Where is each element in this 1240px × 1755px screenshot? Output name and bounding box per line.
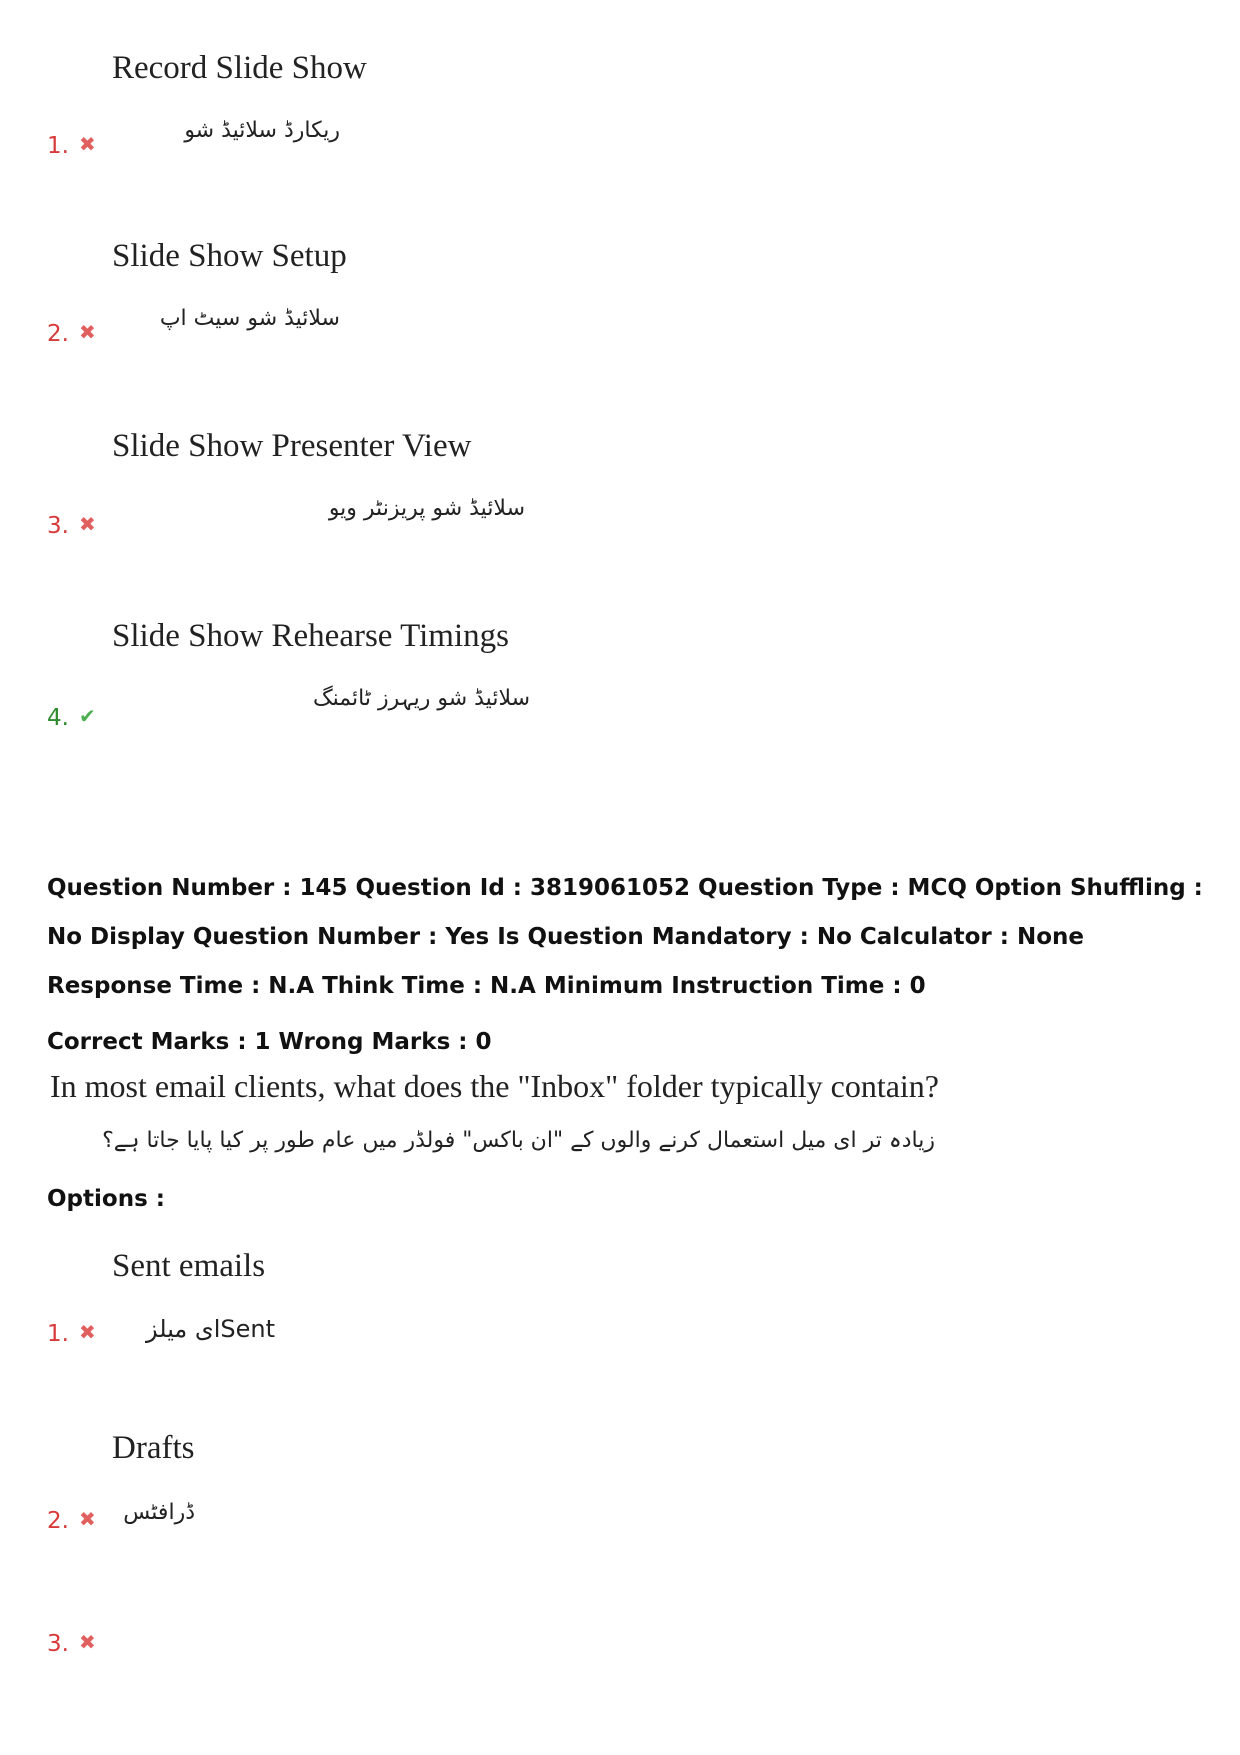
option-english-text: Drafts xyxy=(112,1430,195,1466)
option-english-text: Slide Show Setup xyxy=(112,238,347,274)
option-number-label: 3. xyxy=(47,1631,69,1657)
option-number-label: 1. xyxy=(47,133,69,159)
cross-icon: ✖ xyxy=(78,320,96,344)
option-number-label: 2. xyxy=(47,1508,69,1534)
option-urdu-text: سلائیڈ شو پریزنٹر ویو xyxy=(328,496,525,521)
cross-icon: ✖ xyxy=(78,1320,96,1344)
option-urdu-text: سلائیڈ شو سیٹ اپ xyxy=(159,306,340,331)
option-urdu-text: ریکارڈ سلائیڈ شو xyxy=(184,118,340,143)
option-number xyxy=(47,320,96,347)
question-meta: Question Number : 145 Question Id : 3819061052 Question Type : MCQ Option Shuffling : No Display Question Number : Yes Is Question Mandatory : No Calculator : None Response Time : N.A Think Time : N.A Minimum Instruction Time : 0 xyxy=(47,875,1203,999)
cross-icon: ✖ xyxy=(78,512,96,536)
option-urdu-text: ڈرافٹس xyxy=(123,1500,195,1525)
option-number xyxy=(47,512,96,539)
option-number xyxy=(47,1630,96,1657)
option-number xyxy=(47,1507,96,1534)
option-urdu-text: سلائیڈ شو ریہرز ٹائمنگ xyxy=(312,686,530,711)
option-english-text: Slide Show Rehearse Timings xyxy=(112,618,509,654)
option-english-text: Record Slide Show xyxy=(112,50,367,86)
option-urdu-text: Sentای میلز xyxy=(146,1315,275,1343)
cross-icon: ✖ xyxy=(78,1507,96,1531)
question-text-urdu: زیادہ تر ای میل استعمال کرنے والوں کے "ان باکس" فولڈر میں عام طور پر کیا پایا جاتا ہے؟ xyxy=(102,1128,935,1153)
option-english-text: Slide Show Presenter View xyxy=(112,428,472,464)
option-number-label: 1. xyxy=(47,1321,69,1347)
question-text-english: In most email clients, what does the "Inbox" folder typically contain? xyxy=(50,1068,939,1104)
option-number xyxy=(47,1320,96,1347)
options-label: Options : xyxy=(47,1186,165,1212)
option-number-label: 4. xyxy=(47,705,69,731)
cross-icon: ✖ xyxy=(78,132,96,156)
question-marks: Correct Marks : 1 Wrong Marks : 0 xyxy=(47,1029,492,1055)
cross-icon: ✖ xyxy=(78,1630,96,1654)
option-number-label: 3. xyxy=(47,513,69,539)
option-number xyxy=(47,132,96,159)
option-number xyxy=(47,704,96,731)
check-icon: ✔ xyxy=(78,704,96,728)
option-number-label: 2. xyxy=(47,321,69,347)
option-english-text: Sent emails xyxy=(112,1248,266,1284)
